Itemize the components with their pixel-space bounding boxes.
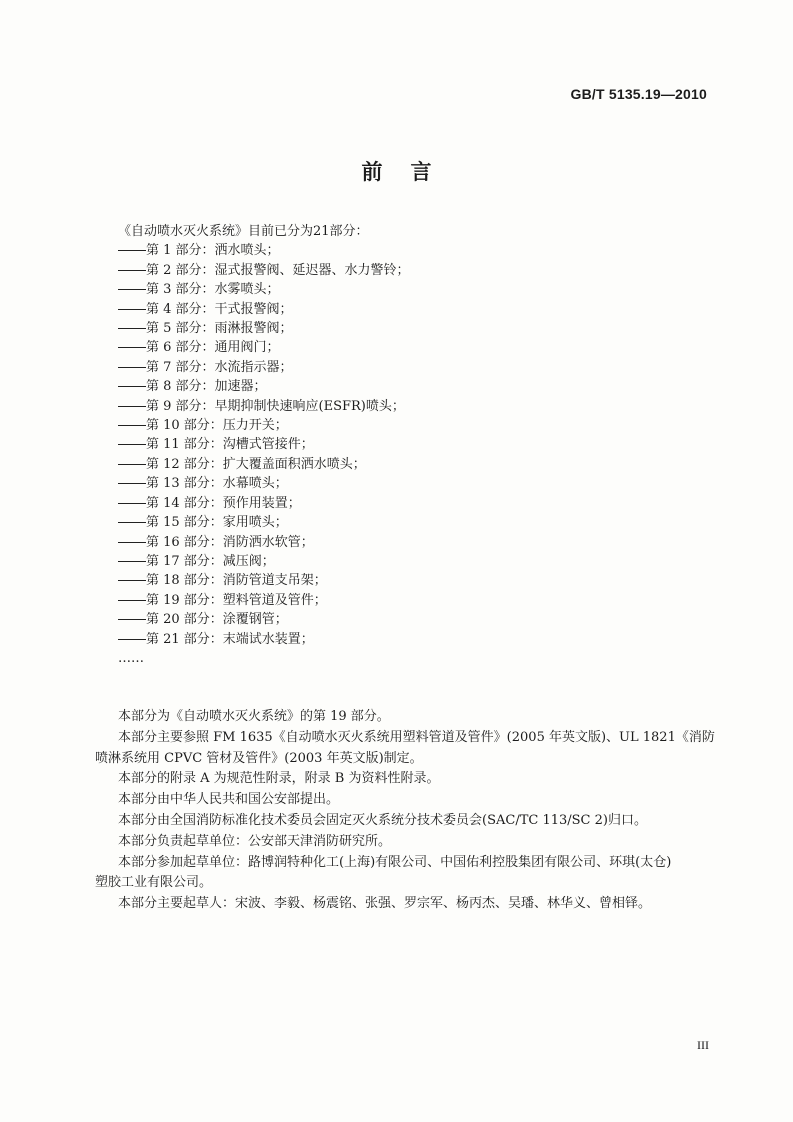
em-dash [118, 444, 146, 445]
em-dash [118, 600, 146, 601]
em-dash [118, 309, 146, 310]
title-char: 前 [361, 159, 383, 184]
intro-line: 《自动喷水灭火系统》目前已分为21部分： [118, 224, 369, 239]
list-item-text: 第 18 部分：消防管道支吊架； [146, 573, 327, 589]
list-item-text: 第 21 部分：末端试水装置； [146, 631, 314, 647]
list-item-text: 第 16 部分：消防洒水软管； [146, 534, 314, 550]
em-dash [118, 483, 146, 484]
paragraph [95, 707, 715, 728]
em-dash [118, 464, 146, 465]
list-item-text: 第 5 部分：雨淋报警阀； [146, 321, 293, 337]
list-item-text: 第 2 部分：湿式报警阀、延迟器、水力警铃； [146, 262, 410, 278]
list-item [118, 319, 410, 338]
list-item [118, 630, 410, 649]
list-item [118, 571, 410, 590]
list-item-text: 第 13 部分：水幕喷头； [146, 476, 288, 492]
parts-list [118, 222, 410, 668]
paragraph-line: 本部分为《自动喷水灭火系统》的第 19 部分。 [118, 709, 390, 724]
paragraph [95, 728, 715, 770]
list-item-text: 第 3 部分：水雾喷头； [146, 282, 280, 298]
em-dash [118, 580, 146, 581]
list-item-text: 第 8 部分：加速器； [146, 379, 267, 395]
em-dash [118, 289, 146, 290]
paragraph-line: 本部分负责起草单位：公安部天津消防研究所。 [118, 833, 392, 849]
title-char: 言 [410, 159, 432, 184]
em-dash [118, 542, 146, 543]
em-dash [118, 386, 146, 387]
list-item [118, 435, 410, 454]
paragraph-line: 塑胶工业有限公司。 [95, 875, 213, 891]
list-item [118, 358, 410, 377]
list-item [118, 533, 410, 552]
em-dash [118, 367, 146, 368]
list-item-text: 第 6 部分：通用阀门； [146, 340, 280, 356]
em-dash [118, 561, 146, 562]
list-item-text: 第 7 部分：水流指示器； [146, 359, 293, 375]
paragraph [95, 790, 715, 811]
em-dash [118, 503, 146, 504]
paragraph-line: 喷淋系统用 CPVC 管材及管件》(2003 年英文版)制定。 [95, 750, 423, 766]
em-dash [118, 250, 146, 251]
em-dash [118, 347, 146, 348]
list-item [118, 397, 410, 416]
list-item [118, 338, 410, 357]
paragraph-line: 本部分主要起草人：宋波、李毅、杨震铭、张强、罗宗军、杨丙杰、吴璠、林华义、曾相铎。 [118, 896, 652, 912]
list-item [118, 377, 410, 396]
list-item [118, 280, 410, 299]
page-number: III [697, 1038, 709, 1052]
list-item [118, 552, 410, 571]
list-item-text: 第 4 部分：干式报警阀； [146, 301, 293, 317]
paragraph-line: 本部分由全国消防标准化技术委员会固定灭火系统分技术委员会(SAC/TC 113/SC 2)归口。 [118, 812, 647, 828]
list-item-text: 第 17 部分：减压阀； [146, 553, 275, 569]
paragraph [95, 811, 715, 832]
paragraph-line: 本部分的附录 A 为规范性附录，附录 B 为资料性附录。 [118, 771, 440, 787]
list-item-text: 第 14 部分：预作用装置； [146, 495, 301, 511]
paragraph-line: 本部分由中华人民共和国公安部提出。 [118, 792, 340, 808]
list-item [118, 300, 410, 319]
list-item-text: 第 12 部分：扩大覆盖面积洒水喷头； [146, 456, 366, 472]
em-dash [118, 522, 146, 523]
list-item [118, 241, 410, 260]
list-item-text: 第 19 部分：塑料管道及管件； [146, 592, 327, 608]
paragraph-line: 本部分主要参照 FM 1635《自动喷水灭火系统用塑料管道及管件》(2005 年英文版)、UL 1821《消防 [118, 729, 715, 745]
list-item-text: 第 10 部分：压力开关； [146, 418, 288, 434]
paragraph [95, 832, 715, 853]
standard-number: GB/T 5135.19—2010 [570, 86, 707, 102]
em-dash [118, 639, 146, 640]
foreword-body [95, 707, 715, 915]
em-dash [118, 270, 146, 271]
list-item [118, 261, 410, 280]
list-item-text: 第 15 部分：家用喷头； [146, 515, 288, 531]
paragraph-line: 本部分参加起草单位：路博润特种化工(上海)有限公司、中国佑利控股集团有限公司、环琪(太仓) [118, 854, 672, 870]
list-item-text: 第 11 部分：沟槽式管接件； [146, 437, 314, 453]
list-item [118, 513, 410, 532]
list-item [118, 416, 410, 435]
paragraph [95, 853, 715, 895]
em-dash [118, 406, 146, 407]
paragraph [95, 769, 715, 790]
list-item-text: 第 9 部分：早期抑制快速响应(ESFR)喷头； [146, 398, 405, 414]
list-item [118, 455, 410, 474]
em-dash [118, 425, 146, 426]
ellipsis: …… [118, 650, 144, 666]
list-item-text: 第 20 部分：涂覆钢管； [146, 612, 288, 628]
em-dash [118, 328, 146, 329]
list-item [118, 591, 410, 610]
paragraph [95, 894, 715, 915]
list-item-text: 第 1 部分：洒水喷头； [146, 243, 280, 259]
list-item [118, 494, 410, 513]
page-title [0, 156, 793, 186]
list-item [118, 610, 410, 629]
list-item [118, 474, 410, 493]
em-dash [118, 619, 146, 620]
